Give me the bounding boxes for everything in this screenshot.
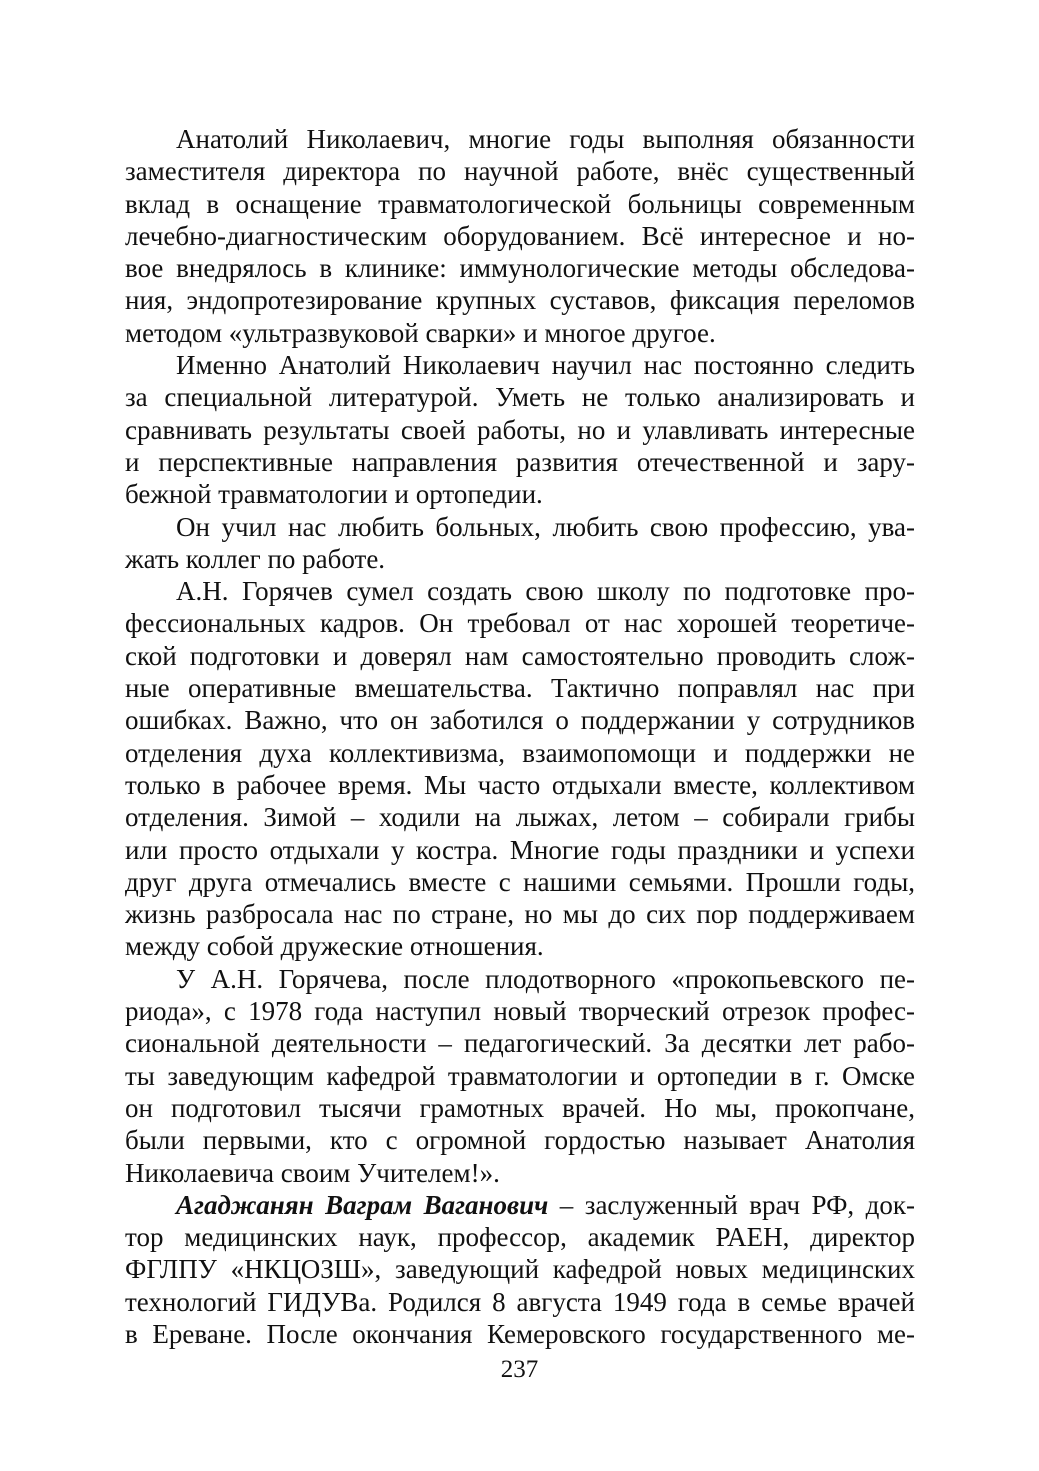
text-line: лечебно-диагностическим оборудованием. Всё интересное и но- xyxy=(125,220,915,251)
text-line: в Ереване. После окончания Кемеровского государственного ме- xyxy=(125,1318,915,1349)
text-line: Он учил нас любить больных, любить свою профессию, ува- xyxy=(176,511,915,542)
text-line: между собой дружеские отношения. xyxy=(125,931,544,962)
text-line: сиональной деятельности – педагогический. За десятки лет рабо- xyxy=(125,1028,915,1059)
text-line: риода», с 1978 года наступил новый творческий отрезок профес- xyxy=(125,996,915,1027)
text-line: он подготовил тысячи грамотных врачей. Но мы, прокопчане, xyxy=(125,1092,915,1123)
text-line: ные оперативные вмешательства. Тактично поправлял нас при xyxy=(125,673,915,704)
text-line: Анатолий Николаевич, многие годы выполняя обязанности xyxy=(176,124,915,154)
text-line: ФГЛПУ «НКЦОЗШ», заведующий кафедрой новых медицинских xyxy=(125,1254,915,1285)
paragraph-2 xyxy=(125,349,915,510)
text-line: заместителя директора по научной работе, внёс существенный xyxy=(125,156,915,187)
text-line: вклад в оснащение травматологической больницы современным xyxy=(125,188,915,219)
text-fragment: – заслуженный врач РФ, док- xyxy=(548,1189,915,1220)
text-line: ошибках. Важно, что он заботился о поддержании у сотрудников xyxy=(125,705,915,736)
text-line: вое внедрялось в клинике: иммунологические методы обследова- xyxy=(125,253,915,284)
paragraph-3 xyxy=(125,511,915,576)
text-line: Именно Анатолий Николаевич научил нас постоянно следить xyxy=(176,350,915,381)
text-line: отделения духа коллективизма, взаимопомощи и поддержки не xyxy=(125,737,915,768)
text-line: У А.Н. Горячева, после плодотворного «прокопьевского пе- xyxy=(176,963,915,994)
text-line: за специальной литературой. Уметь не только анализировать и xyxy=(125,382,915,413)
text-line: бежной травматологии и ортопедии. xyxy=(125,479,543,510)
text-line: ния, эндопротезирование крупных суставов, фиксация переломов xyxy=(125,285,915,316)
page-number: 237 xyxy=(500,1356,539,1383)
paragraph-6 xyxy=(125,1189,915,1350)
body-text xyxy=(125,123,915,1350)
text-line: Николаевича своим Учителем!». xyxy=(125,1157,500,1188)
text-line: методом «ультразвуковой сварки» и многое другое. xyxy=(125,317,716,348)
text-line: фессиональных кадров. Он требовал от нас хорошей теоретиче- xyxy=(125,608,915,639)
text-line: ской подготовки и доверял нам самостоятельно проводить слож- xyxy=(125,640,915,671)
text-line: А.Н. Горячев сумел создать свою школу по подготовке про- xyxy=(176,576,915,607)
text-line: отделения. Зимой – ходили на лыжах, летом – собирали грибы xyxy=(125,802,915,833)
text-line: были первыми, кто с огромной гордостью называет Анатолия xyxy=(125,1125,915,1156)
paragraph-1 xyxy=(125,123,915,349)
text-line: друг друга отмечались вместе с нашими семьями. Прошли годы, xyxy=(125,866,915,897)
person-name: Агаджанян Ваграм Ваганович xyxy=(176,1189,549,1220)
text-line: жизнь разбросала нас по стране, но мы до сих пор поддерживаем xyxy=(125,899,915,930)
text-line: ты заведующим кафедрой травматологии и ортопедии в г. Омске xyxy=(125,1060,915,1091)
text-line: только в рабочее время. Мы часто отдыхали вместе, коллективом xyxy=(125,769,915,800)
text-line xyxy=(125,1189,915,1221)
text-line: жать коллег по работе. xyxy=(125,543,386,574)
text-line: технологий ГИДУВа. Родился 8 августа 1949 года в семье врачей xyxy=(125,1286,915,1317)
text-line: сравнивать результаты своей работы, но и улавливать интересные xyxy=(125,414,915,445)
paragraph-4 xyxy=(125,575,915,963)
text-line: и перспективные направления развития отечественной и зару- xyxy=(125,446,915,477)
text-line: тор медицинских наук, профессор, академик РАЕН, директор xyxy=(125,1222,915,1253)
text-line: или просто отдыхали у костра. Многие годы праздники и успехи xyxy=(125,834,915,865)
paragraph-5 xyxy=(125,963,915,1189)
